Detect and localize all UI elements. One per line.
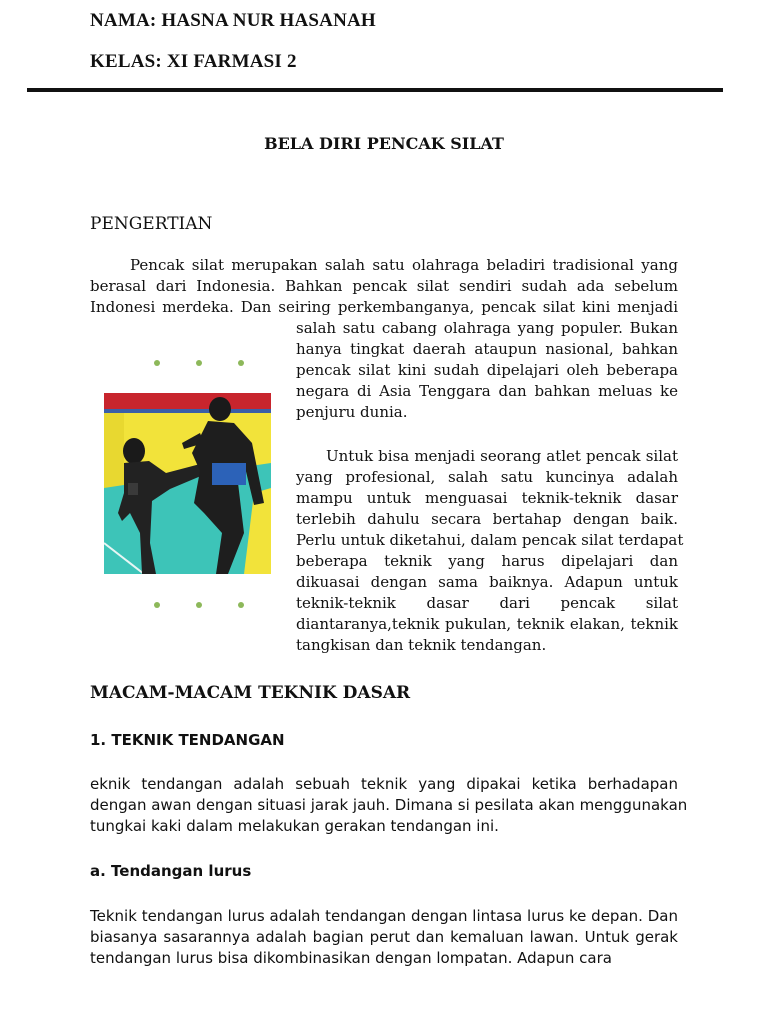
section-heading-teknik: MACAM-MACAM TEKNIK DASAR — [90, 683, 411, 703]
text-line: teknik-teknik dasar dari pencak silat — [296, 594, 678, 612]
text-line: dengan awan dengan situasi jarak jauh. Dimana si pesilata akan menggunakan — [90, 796, 688, 814]
text-line: penjuru dunia. — [296, 403, 408, 421]
text-line: terlebih dahulu secara bertahap dengan baik. — [296, 510, 678, 528]
pengertian-paragraph-2 — [296, 446, 684, 656]
decorative-dots-top — [154, 360, 244, 366]
student-name: NAMA: HASNA NUR HASANAH — [90, 10, 376, 31]
dot-icon — [196, 602, 202, 608]
pengertian-paragraph-top — [90, 255, 678, 318]
teknik-tendangan-paragraph — [90, 774, 688, 837]
dot-icon — [238, 360, 244, 366]
text-line: Indonesi merdeka. Dan seiring perkembanganya, pencak silat kini menjadi — [90, 298, 678, 316]
text-line: salah satu cabang olahraga yang populer. Bukan — [296, 319, 678, 337]
text-line: Untuk bisa menjadi seorang atlet pencak silat — [326, 447, 678, 465]
text-line: biasanya sasarannya adalah bagian perut dan kemaluan lawan. Untuk gerak — [90, 928, 678, 946]
text-line: Teknik tendangan lurus adalah tendangan dengan lintasa lurus ke depan. Dan — [90, 907, 678, 925]
header-divider — [27, 88, 723, 92]
text-line: diantaranya,teknik pukulan, teknik elakan, teknik — [296, 615, 678, 633]
dot-icon — [196, 360, 202, 366]
tendangan-lurus-paragraph — [90, 906, 678, 969]
pengertian-paragraph-wrap — [296, 318, 678, 423]
section-heading-pengertian: PENGERTIAN — [90, 214, 213, 234]
document-title: BELA DIRI PENCAK SILAT — [264, 134, 504, 153]
decorative-dots-bottom — [154, 602, 244, 608]
text-line: hanya tingkat daerah ataupun nasional, bahkan — [296, 340, 678, 358]
text-line: yang profesional, salah satu kuncinya adalah — [296, 468, 678, 486]
subheading-teknik-tendangan: 1. TEKNIK TENDANGAN — [90, 731, 285, 749]
text-line: berasal dari Indonesia. Bahkan pencak silat sendiri sudah ada sebelum — [90, 277, 678, 295]
text-line: beberapa teknik yang harus dipelajari dan — [296, 552, 678, 570]
dot-icon — [154, 360, 160, 366]
dot-icon — [154, 602, 160, 608]
text-line: Pencak silat merupakan salah satu olahraga beladiri tradisional yang — [130, 256, 678, 274]
dot-icon — [238, 602, 244, 608]
text-line: mampu untuk menguasai teknik-teknik dasar — [296, 489, 678, 507]
text-line: dikuasai dengan sama baiknya. Adapun untuk — [296, 573, 678, 591]
text-line: tungkai kaki dalam melakukan gerakan tendangan ini. — [90, 817, 499, 835]
text-line: negara di Asia Tenggara dan bahkan meluas ke — [296, 382, 678, 400]
pencak-silat-photo — [104, 393, 271, 574]
text-line: tendangan lurus bisa dikombinasikan dengan lompatan. Adapun cara — [90, 949, 612, 967]
text-line: Perlu untuk diketahui, dalam pencak silat terdapat — [296, 531, 684, 549]
student-class: KELAS: XI FARMASI 2 — [90, 51, 297, 72]
subheading-tendangan-lurus: a. Tendangan lurus — [90, 862, 252, 880]
text-line: eknik tendangan adalah sebuah teknik yang dipakai ketika berhadapan — [90, 775, 678, 793]
fighters-illustration — [104, 393, 271, 574]
text-line: pencak silat kini sudah dipelajari oleh beberapa — [296, 361, 678, 379]
text-line: tangkisan dan teknik tendangan. — [296, 636, 547, 654]
